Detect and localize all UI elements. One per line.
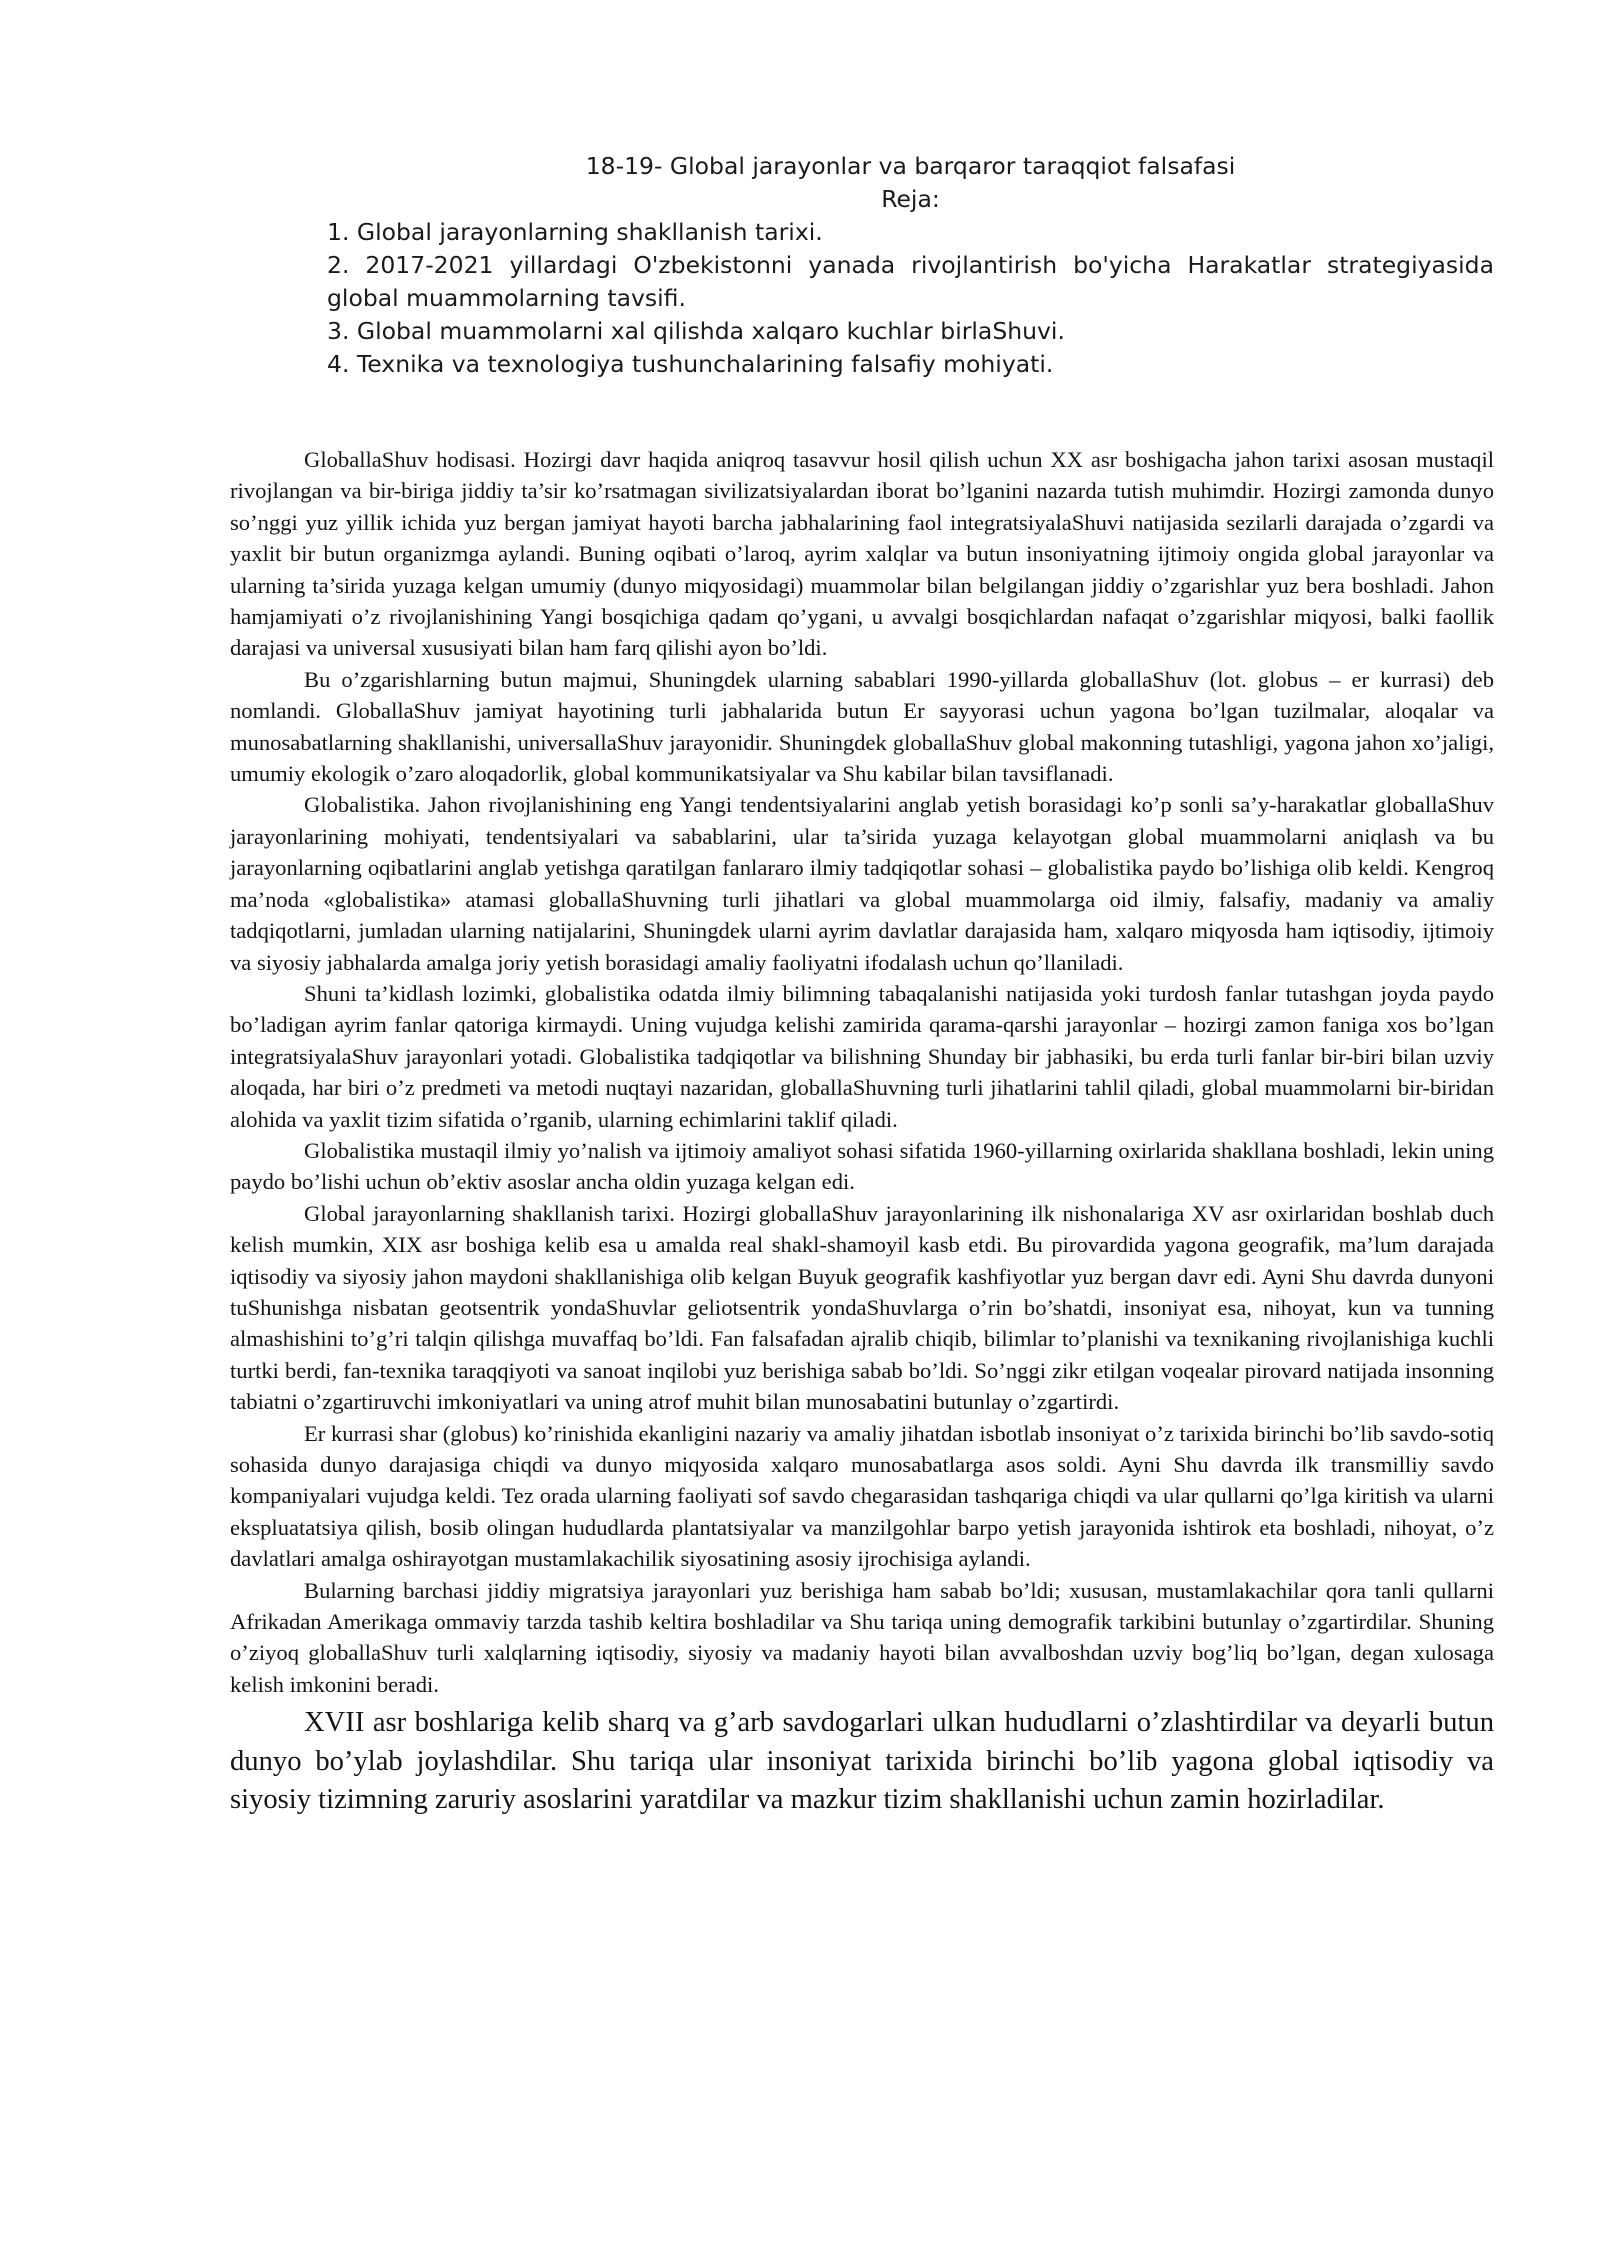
paragraph-globalistics-origin: Globalistika mustaqil ilmiy yo’nalish va ijtimoiy amaliyot sohasi sifatida 1960-yillarning oxirlarida shakllana boshladi, lekin uning paydo bo’lishi uchun ob’ektiv asoslar ancha oldin yuzaga kelgan edi. (230, 1137, 1494, 1195)
plan-item-4: 4. Texnika va texnologiya tushunchalarining falsafiy mohiyati. (327, 350, 1054, 378)
paragraph-globalization-definition: Bu o’zgarishlarning butun majmui, Shuningdek ularning sabablari 1990-yillarda globallaShuv (lot. globus – er kurrasi) deb nomlandi. GloballaShuv jamiyat hayotining turli jabhalarida butun Er sayyorasi uchun yagona bo’lgan tuzilmalar, aloqalar va munosabatlarning shakllanishi, universallaShuv jarayonidir. Shuningdek globallaShuv global makonning tutashligi, yagona jahon xo’jaligi, umumiy ekologik o’zaro aloqadorlik, global kommunikatsiyalar va Shu kabilar bilan tavsiflanadi. (230, 666, 1494, 787)
paragraph-earth-globe: Er kurrasi shar (globus) ko’rinishida ekanligini nazariy va amaliy jihatdan isbotlab insoniyat o’z tarixida birinchi bo’lib savdo-sotiq sohasida dunyo darajasiga chiqdi va dunyo miqyosida xalqaro munosabatlarga asos soldi. Ayni Shu davrda ilk transmilliy savdo kompaniyalari vujudga keldi. Tez orada ularning faoliyati sof savdo chegarasidan tashqariga chiqdi va ular qullarni qo’lga kiritish va ularni ekspluatatsiya qilish, bosib olingan hududlarda plantatsiyalar va manzilgohlar barpo yetish jarayonida ishtirok eta boshladi, nihoyat, o’z davlatlari amalga oshirayotgan mustamlakachilik siyosatining asosiy ijrochisiga aylandi. (230, 1420, 1494, 1572)
paragraph-globalistics-nature: Shuni ta’kidlash lozimki, globalistika odatda ilmiy bilimning tabaqalanishi natijasida yoki turdosh fanlar tutashgan joyda paydo bo’ladigan ayrim fanlar qatoriga kirmaydi. Uning vujudga kelishi zamirida qarama-qarshi jarayonlar – hozirgi zamon faniga xos bo’lgan integratsiyalaShuv jarayonlari yotadi. Globalistika tadqiqotlar va bilishning Shunday bir jabhasiki, bu erda turli fanlar bir-biri bilan uzviy aloqada, har biri o’z predmeti va metodi nuqtayi nazaridan, globallaShuvning turli jihatlarini tahlil qiladi, global muammolarni bir-biridan alohida va yaxlit tizim sifatida o’rganib, ularning echimlarini taklif qiladi. (230, 980, 1494, 1132)
plan-item-3: 3. Global muammolarni xal qilishda xalqaro kuchlar birlaShuvi. (327, 317, 1065, 345)
document-body (230, 444, 1494, 1820)
document-title: 18-19- Global jarayonlar va barqaror taraqqiot falsafasi (585, 152, 1236, 180)
paragraph-globalistics: Globalistika. Jahon rivojlanishining eng Yangi tendentsiyalarini anglab yetish borasidagi ko’p sonli sa’y-harakatlar globallaShuv jarayonlarining mohiyati, tendentsiyalari va sabablarini, ular ta’sirida yuzaga kelayotgan global muammolarni aniqlash va bu jarayonlarning oqibatlarini anglab yetishga qaratilgan fanlararo ilmiy tadqiqotlar sohasi – globalistika paydo bo’lishiga olib keldi. Kengroq ma’noda «globalistika» atamasi globallaShuvning turli jihatlari va global muammolarga oid ilmiy, falsafiy, madaniy va amaliy tadqiqotlarni, jumladan ularning natijalarini, Shuningdek ularni ayrim davlatlar darajasida ham, xalqaro miqyosda ham iqtisodiy, ijtimoiy va siyosiy jabhalarda amalga joriy yetish borasidagi amaliy faoliyatni ifodalash uchun qo’llaniladi. (230, 792, 1494, 975)
document-header (327, 150, 1494, 381)
plan-label: Reja: (881, 185, 940, 213)
plan-item-1: 1. Global jarayonlarning shakllanish tarixi. (327, 218, 823, 246)
paragraph-final: XVII asr boshlariga kelib sharq va g’arb savdogarlari ulkan hududlarni o’zlashtirdilar va deyarli butun dunyo bo’ylab joylashdilar. Shu tariqa ular insoniyat tarixida birinchi bo’lib yagona global iqtisodiy va siyosiy tizimning zaruriy asoslarini yaratdilar va mazkur tizim shakllanishi uchun zamin hozirladilar. (230, 1707, 1494, 1816)
plan-item-2: 2. 2017-2021 yillardagi O'zbekistonni yanada rivojlantirish bo'yicha Harakatlar strategiyasida global muammolarning tavsifi. (327, 251, 1494, 312)
plan-list (327, 216, 1494, 381)
paragraph-global-processes-history: Global jarayonlarning shakllanish tarixi. Hozirgi globallaShuv jarayonlarining ilk nishonalariga XV asr oxirlaridan boshlab duch kelish mumkin, XIX asr boshiga kelib esa u amalda real shakl-shamoyil kasb etdi. Bu pirovardida yagona geografik, ma’lum darajada iqtisodiy va siyosiy jahon maydoni shakllanishiga olib kelgan Buyuk geografik kashfiyotlar yuz bergan davr edi. Ayni Shu davrda dunyoni tuShunishga nisbatan geotsentrik yondaShuvlar geliotsentrik yondaShuvlarga o’rin bo’shatdi, insoniyat esa, nihoyat, kun va tunning almashishini to’g’ri talqin qilishga muvaffaq bo’ldi. Fan falsafadan ajralib chiqib, bilimlar to’planishi va texnikaning rivojlanishiga kuchli turtki berdi, fan-texnika taraqqiyoti va sanoat inqilobi yuz berishiga sabab bo’ldi. So’nggi zikr etilgan voqealar pirovard natijada insonning tabiatni o’zgartiruvchi imkoniyatlari va uning atrof muhit bilan munosabatini butunlay o’zgartirdi. (230, 1200, 1494, 1415)
paragraph-globalization-phenomenon: GloballaShuv hodisasi. Hozirgi davr haqida aniqroq tasavvur hosil qilish uchun XX asr boshigacha jahon tarixi asosan mustaqil rivojlangan va bir-biriga jiddiy ta’sir ko’rsatmagan sivilizatsiyalardan iborat bo’lganini nazarda tutish muhimdir. Hozirgi zamonda dunyo so’nggi yuz yillik ichida yuz bergan jamiyat hayoti barcha jabhalarining faol integratsiyalaShuvi natijasida sezilarli darajada o’zgardi va yaxlit bir butun organizmga aylandi. Buning oqibati o’laroq, ayrim xalqlar va butun insoniyatning ijtimoiy ongida global jarayonlar va ularning ta’sirida yuzaga kelgan umumiy (dunyo miqyosidagi) muammolar bilan belgilangan jiddiy o’zgarishlar yuz bera boshladi. Jahon hamjamiyati o’z rivojlanishining Yangi bosqichiga qadam qo’ygani, u avvalgi bosqichlardan nafaqat o’zgarishlar miqyosi, balki faollik darajasi va universal xususiyati bilan ham farq qilishi ayon bo’ldi. (230, 447, 1494, 661)
paragraph-migration: Bularning barchasi jiddiy migratsiya jarayonlari yuz berishiga ham sabab bo’ldi; xususan, mustamlakachilar qora tanli qullarni Afrikadan Amerikaga ommaviy tarzda tashib keltira boshladilar va Shu tariqa uning demografik tarkibini butunlay o’zgartirdilar. Shuning o’ziyoq globallaShuv turli xalqlarning iqtisodiy, siyosiy va madaniy hayoti bilan avvalboshdan uzviy bog’liq bo’lgan, degan xulosaga kelish imkonini beradi. (230, 1577, 1494, 1697)
